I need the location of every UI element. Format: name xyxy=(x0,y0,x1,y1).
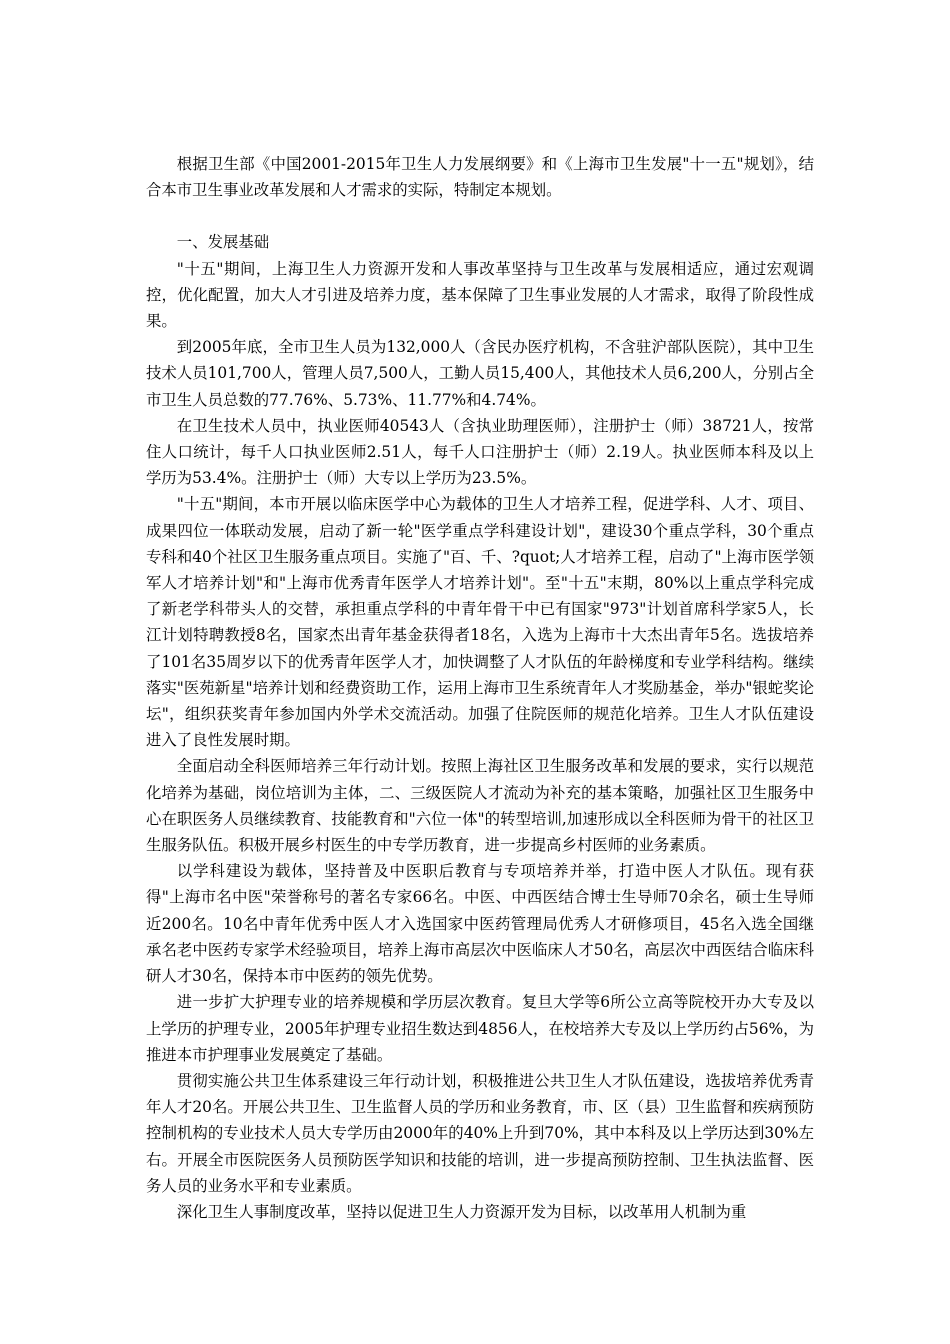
paragraph-gap xyxy=(146,203,814,229)
body-paragraph: 全面启动全科医师培养三年行动计划。按照上海社区卫生服务改革和发展的要求，实行以规范化培养为基础，岗位培训为主体，二、三级医院人才流动为补充的基本策略，加强社区卫生服务中心在职医务人员继续教育、技能教育和"六位一体"的转型培训,加速形成以全科医师为骨干的社区卫生服务队伍。积极开展乡村医生的中专学历教育，进一步提高乡村医师的业务素质。 xyxy=(146,757,814,855)
body-paragraph: 到2005年底，全市卫生人员为132,000人（含民办医疗机构，不含驻沪部队医院），其中卫生技术人员101,700人，管理人员7,500人，工勤人员15,400人，其他技术人员6,200人，分别占全市卫生人员总数的77.76%、5.73%、11.77%和4.74%。 xyxy=(146,338,814,409)
document-body xyxy=(146,151,814,1225)
body-paragraph: "十五"期间，上海卫生人力资源开发和人事改革坚持与卫生改革与发展相适应，通过宏观调控，优化配置，加大人才引进及培养力度，基本保障了卫生事业发展的人才需求，取得了阶段性成果。 xyxy=(146,259,814,331)
body-paragraph: 贯彻实施公共卫生体系建设三年行动计划，积极推进公共卫生人才队伍建设，选拔培养优秀青年人才20名。开展公共卫生、卫生监督人员的学历和业务教育，市、区（县）卫生监督和疾病预防控制机构的专业技术人员大专学历由2000年的40%上升到70%，其中本科及以上学历达到30%左右。开展全市医院医务人员预防医学知识和技能的培训，进一步提高预防控制、卫生执法监督、医务人员的业务水平和专业素质。 xyxy=(146,1071,814,1195)
body-paragraph: 在卫生技术人员中，执业医师40543人（含执业助理医师），注册护士（师）38721人，按常住人口统计，每千人口执业医师2.51人，每千人口注册护士（师）2.19人。执业医师本科及以上学历为53.4%。注册护士（师）大专以上学历为23.5%。 xyxy=(146,416,814,488)
body-paragraph: 以学科建设为载体，坚持普及中医职后教育与专项培养并举，打造中医人才队伍。现有获得"上海市名中医"荣誉称号的著名专家66名。中医、中西医结合博士生导师70余名，硕士生导师近200名。10名中青年优秀中医人才入选国家中医药管理局优秀人才研修项目，45名入选全国继承名老中医药专家学术经验项目，培养上海市高层次中医临床人才50名，高层次中西医结合临床科研人才30名，保持本市中医药的领先优势。 xyxy=(146,862,814,986)
intro-paragraph: 根据卫生部《中国2001-2015年卫生人力发展纲要》和《上海市卫生发展"十一五"规划》，结合本市卫生事业改革发展和人才需求的实际，特制定本规划。 xyxy=(146,155,814,200)
body-paragraph: 深化卫生人事制度改革，坚持以促进卫生人力资源开发为目标，以改革用人机制为重 xyxy=(176,1202,747,1221)
section-heading: 一、发展基础 xyxy=(176,233,270,252)
body-paragraph: 进一步扩大护理专业的培养规模和学历层次教育。复旦大学等6所公立高等院校开办大专及以上学历的护理专业，2005年护理专业招生数达到4856人，在校培养大专及以上学历约占56%，为推进本市护理事业发展奠定了基础。 xyxy=(146,993,814,1064)
body-paragraph: "十五"期间，本市开展以临床医学中心为载体的卫生人才培养工程，促进学科、人才、项目、成果四位一体联动发展，启动了新一轮"医学重点学科建设计划"，建设30个重点学科，30个重点专科和40个社区卫生服务重点项目。实施了"百、千、?quot;人才培养工程，启动了"上海市医学领军人才培养计划"和"上海市优秀青年医学人才培养计划"。至"十五"末期，80%以上重点学科完成了新老学科带头人的交替，承担重点学科的中青年骨干中已有国家"973"计划首席科学家5人，长江计划特聘教授8名，国家杰出青年基金获得者18名，入选为上海市十大杰出青年5名。选拔培养了101名35周岁以下的优秀青年医学人才，加快调整了人才队伍的年龄梯度和专业学科结构。继续落实"医苑新星"培养计划和经费资助工作，运用上海市卫生系统青年人才奖励基金，举办"银蛇奖论坛"，组织获奖青年参加国内外学术交流活动。加强了住院医师的规范化培养。卫生人才队伍建设进入了良性发展时期。 xyxy=(146,495,814,750)
